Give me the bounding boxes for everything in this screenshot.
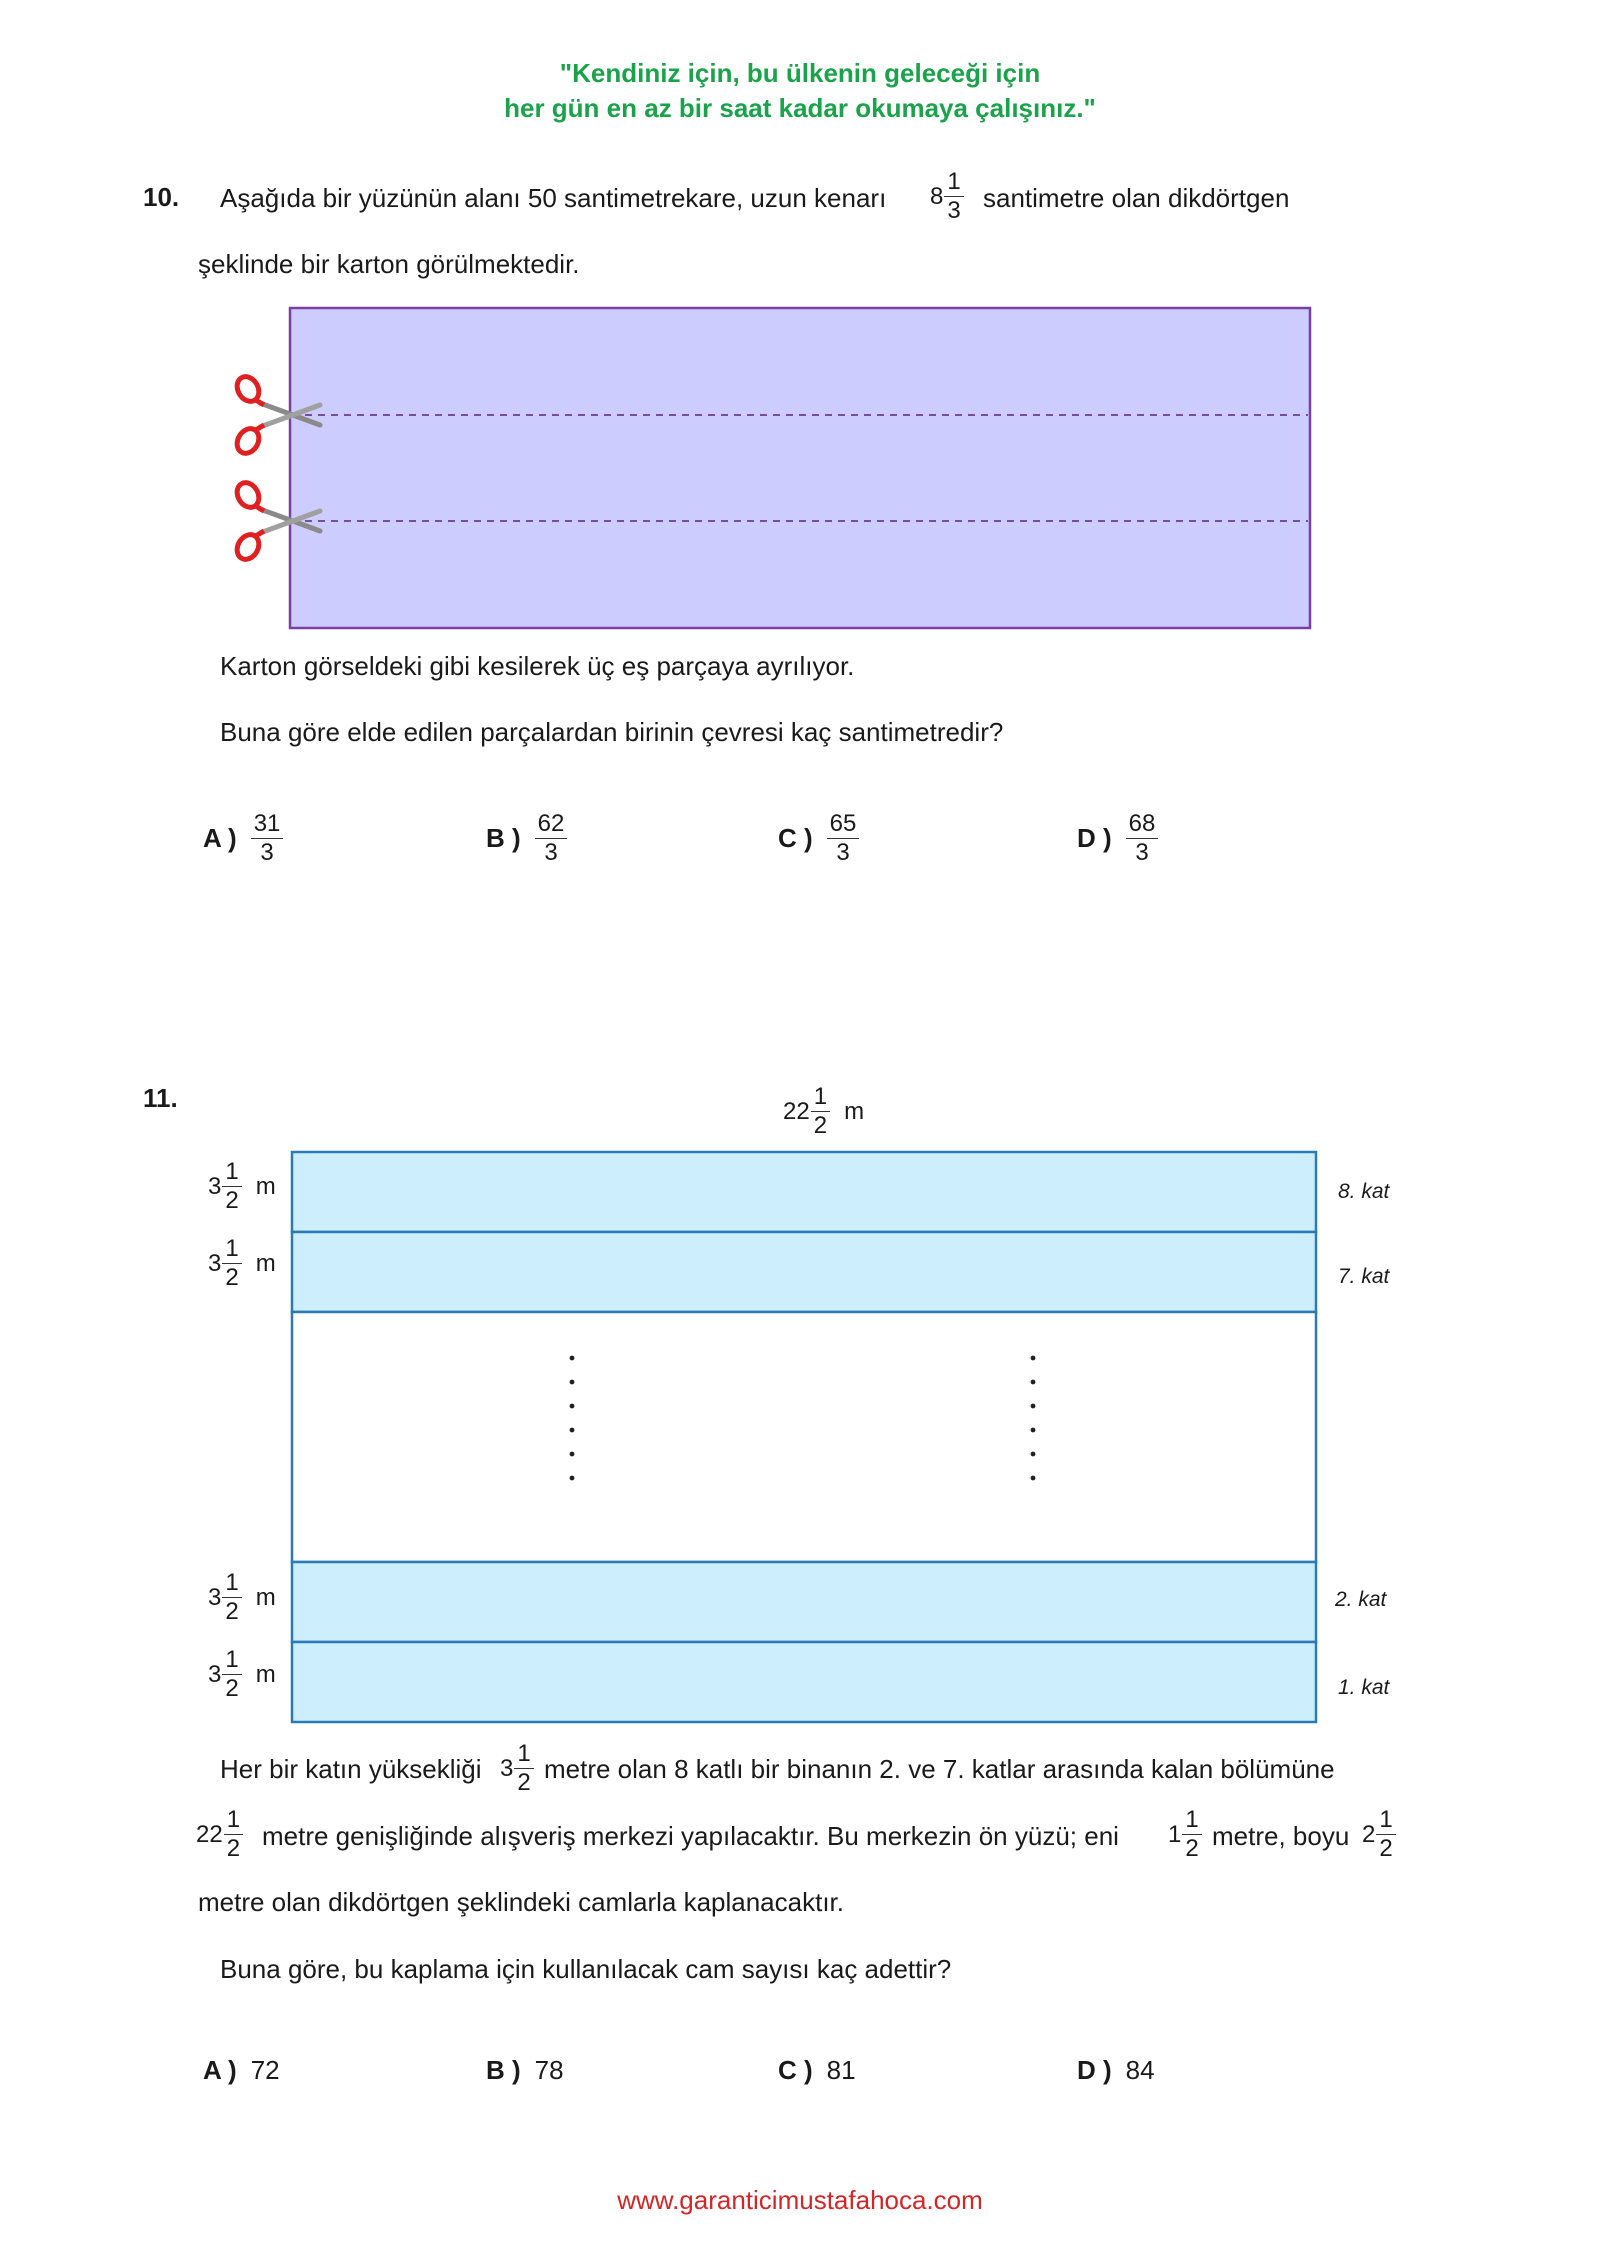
cardboard-rectangle [290, 308, 1310, 628]
fraction-whole: 22 [196, 1820, 223, 1848]
fraction-whole: 2 [1362, 1820, 1376, 1848]
question-10-question: Buna göre elde edilen parçalardan birinin çevresi kaç santimetredir? [220, 717, 1004, 747]
fraction-numerator: 1 [222, 1237, 241, 1264]
floor-8-height-label [208, 1160, 276, 1213]
question-11-question: Buna göre, bu kaplama için kullanılacak cam sayısı kaç adettir? [220, 1954, 952, 1984]
fraction-denominator: 2 [225, 1675, 239, 1702]
fraction-numerator: 68 [1126, 812, 1159, 839]
fraction-denominator: 3 [260, 839, 274, 866]
building-figure [280, 1140, 1340, 1740]
fraction-denominator: 3 [1135, 839, 1149, 866]
fraction-whole: 3 [208, 1660, 222, 1688]
option-label: C ) [778, 823, 813, 853]
option-value: 78 [534, 2055, 564, 2085]
q10-option-c[interactable] [778, 812, 859, 865]
fraction-numerator: 31 [251, 812, 284, 839]
fraction-denominator: 2 [1379, 1835, 1393, 1862]
option-value: 72 [250, 2055, 280, 2085]
floor-2-label: 2. kat [1335, 1588, 1387, 1611]
fraction-whole: 22 [783, 1097, 810, 1125]
option-value: 84 [1125, 2055, 1155, 2085]
option-label: A ) [203, 2055, 237, 2085]
question-11-text-b: metre olan 8 katlı bir binanın 2. ve 7. katlar arasında kalan bölümüne [544, 1754, 1335, 1784]
fraction-numerator: 1 [514, 1742, 533, 1769]
fraction-denominator: 2 [225, 1264, 239, 1291]
option-value: 81 [826, 2055, 856, 2085]
question-10-length-fraction [930, 170, 964, 223]
footer-url-link[interactable]: www.garanticimustafahoca.com [617, 2185, 983, 2215]
q11-option-a[interactable] [203, 2055, 280, 2086]
q10-option-b[interactable] [486, 812, 567, 865]
q11-option-b[interactable] [486, 2055, 564, 2086]
fraction-numerator: 1 [811, 1085, 830, 1112]
floor-2-height-label [208, 1571, 276, 1624]
unit-label: m [844, 1097, 865, 1125]
option-label: B ) [486, 823, 521, 853]
q10-option-a[interactable] [203, 812, 283, 865]
fraction-numerator: 1 [944, 170, 963, 197]
cardboard-figure [220, 300, 1320, 640]
fraction-numerator: 1 [222, 1648, 241, 1675]
fraction-denominator: 3 [544, 839, 558, 866]
fraction-numerator: 62 [535, 812, 568, 839]
floor-8-rect [292, 1152, 1316, 1232]
fraction-numerator: 1 [222, 1571, 241, 1598]
floor-1-height-label [208, 1648, 276, 1701]
floor-7-rect [292, 1232, 1316, 1312]
q11-option-d[interactable] [1077, 2055, 1155, 2086]
fraction-denominator: 2 [225, 1187, 239, 1214]
unit-label: m [255, 1172, 276, 1200]
fraction-numerator: 1 [222, 1160, 241, 1187]
option-label: B ) [486, 2055, 521, 2085]
question-11-number: 11. [143, 1083, 178, 1113]
option-label: C ) [778, 2055, 813, 2085]
question-10-text-c: şeklinde bir karton görülmektedir. [198, 249, 580, 279]
unit-label: m [255, 1249, 276, 1277]
option-label: A ) [203, 823, 237, 853]
fraction-denominator: 2 [226, 1835, 241, 1862]
motto-line-1: "Kendiniz için, bu ülkenin geleceği için [559, 58, 1041, 88]
fraction-whole: 8 [930, 182, 944, 210]
fraction-whole: 3 [208, 1249, 222, 1277]
center-width-fraction [196, 1808, 243, 1861]
unit-label: m [255, 1583, 276, 1611]
floor-height-fraction [500, 1742, 534, 1795]
fraction-numerator: 65 [827, 812, 860, 839]
question-11-text-d: metre, boyu [1212, 1821, 1350, 1851]
fraction-denominator: 3 [836, 839, 850, 866]
question-10-text-a: Aşağıda bir yüzünün alanı 50 santimetrekare, uzun kenarı [220, 183, 887, 213]
fraction-whole: 3 [500, 1754, 514, 1782]
question-11-text-c: metre genişliğinde alışveriş merkezi yapılacaktır. Bu merkezin ön yüzü; eni [262, 1821, 1119, 1851]
floor-7-height-label [208, 1237, 276, 1290]
fraction-denominator: 3 [947, 197, 961, 224]
floor-7-label: 7. kat [1338, 1265, 1390, 1288]
option-label: D ) [1077, 2055, 1112, 2085]
fraction-whole: 3 [208, 1583, 222, 1611]
fraction-denominator: 2 [225, 1598, 239, 1625]
fraction-whole: 3 [208, 1172, 222, 1200]
question-10-text-b: santimetre olan dikdörtgen [983, 183, 1290, 213]
fraction-numerator: 1 [1182, 1808, 1201, 1835]
glass-width-fraction [1168, 1808, 1202, 1861]
middle-section [292, 1312, 1316, 1562]
fraction-whole: 1 [1168, 1820, 1182, 1848]
question-10-text-d: Karton görseldeki gibi kesilerek üç eş parçaya ayrılıyor. [220, 651, 855, 681]
question-11-text-a: Her bir katın yüksekliği [220, 1754, 482, 1784]
glass-height-fraction [1362, 1808, 1396, 1861]
fraction-numerator: 1 [224, 1808, 243, 1835]
building-width-label [783, 1085, 864, 1138]
option-label: D ) [1077, 823, 1112, 853]
question-10-number: 10. [143, 182, 180, 212]
floor-2-rect [292, 1562, 1316, 1642]
fraction-denominator: 2 [813, 1112, 828, 1139]
unit-label: m [255, 1660, 276, 1688]
fraction-denominator: 2 [1185, 1835, 1199, 1862]
motto-line-2: her gün en az bir saat kadar okumaya çalışınız." [504, 93, 1096, 123]
q10-option-d[interactable] [1077, 812, 1158, 865]
floor-8-label: 8. kat [1338, 1180, 1390, 1203]
floor-1-label: 1. kat [1338, 1676, 1390, 1699]
question-11-text-e: metre olan dikdörtgen şeklindeki camlarla kaplanacaktır. [198, 1887, 845, 1917]
floor-1-rect [292, 1642, 1316, 1722]
fraction-numerator: 1 [1376, 1808, 1395, 1835]
q11-option-c[interactable] [778, 2055, 856, 2086]
fraction-denominator: 2 [517, 1769, 531, 1796]
